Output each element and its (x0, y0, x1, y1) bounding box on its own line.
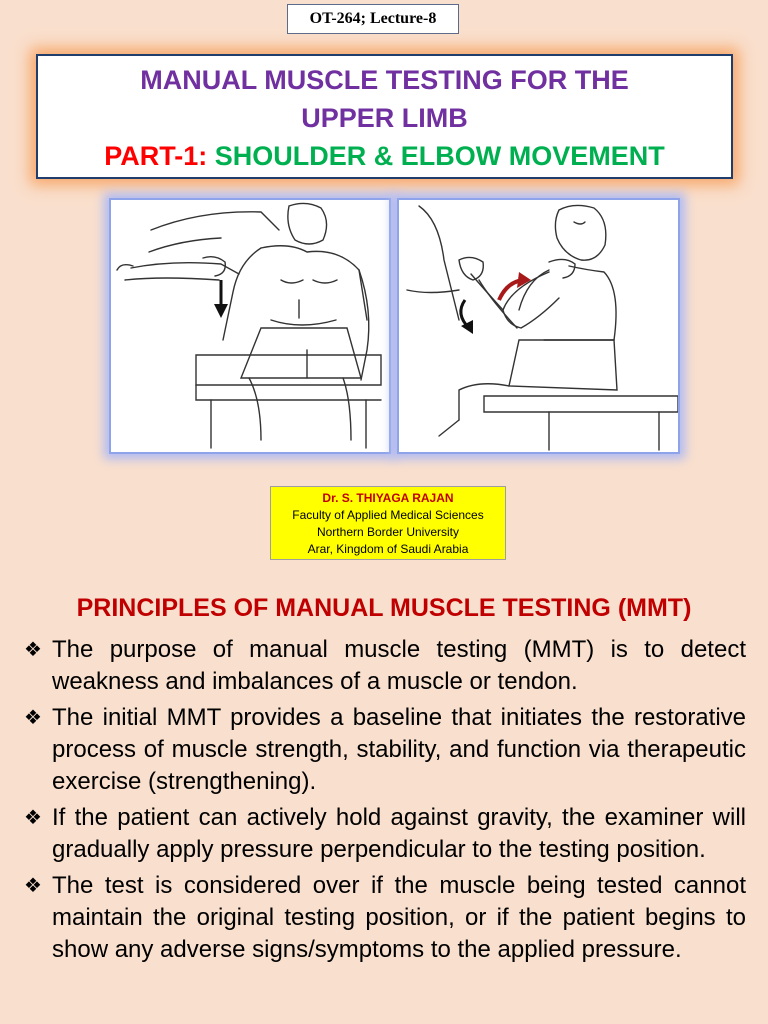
diamond-bullet-icon: ❖ (24, 639, 42, 661)
list-item (22, 870, 746, 966)
list-item (22, 634, 746, 698)
list-item-text: The purpose of manual muscle testing (MMT) is to detect weakness and imbalances of a muscle or tendon. (52, 636, 746, 695)
list-item-text: If the patient can actively hold against gravity, the examiner will gradually apply pressure perpendicular to the testing position. (52, 804, 746, 863)
elbow-test-illustration-icon (399, 200, 678, 452)
author-affiliation-1: Faculty of Applied Medical Sciences (292, 508, 484, 522)
principles-list (22, 634, 746, 970)
diamond-bullet-icon: ❖ (24, 807, 42, 829)
part-text: SHOULDER & ELBOW MOVEMENT (207, 141, 665, 171)
diamond-bullet-icon: ❖ (24, 707, 42, 729)
list-item-text: The test is considered over if the muscle being tested cannot maintain the original testing position, or if the patient begins to show any adverse signs/symptoms to the applied pressure. (52, 872, 746, 963)
shoulder-test-illustration-icon (111, 200, 389, 452)
title-box (36, 54, 733, 179)
author-info-box (270, 486, 506, 560)
subtitle (38, 137, 731, 175)
title-line-2: UPPER LIMB (301, 103, 468, 133)
part-label: PART-1: (104, 141, 208, 171)
author-affiliation-2: Northern Border University (316, 525, 460, 539)
section-heading: PRINCIPLES OF MANUAL MUSCLE TESTING (MMT) (76, 594, 692, 622)
course-code-label: OT-264; Lecture-8 (287, 4, 459, 34)
diamond-bullet-icon: ❖ (24, 875, 42, 897)
shoulder-test-image (109, 198, 391, 454)
list-item-text: The initial MMT provides a baseline that initiates the restorative process of muscle strength, stability, and function via therapeutic exercise (strengthening). (52, 704, 746, 795)
title-line-1: MANUAL MUSCLE TESTING FOR THE (140, 65, 629, 95)
list-item (22, 702, 746, 798)
elbow-test-image (397, 198, 680, 454)
author-name: Dr. S. THIYAGA RAJAN (322, 491, 454, 505)
list-item (22, 802, 746, 866)
author-affiliation-3: Arar, Kingdom of Saudi Arabia (307, 542, 469, 556)
